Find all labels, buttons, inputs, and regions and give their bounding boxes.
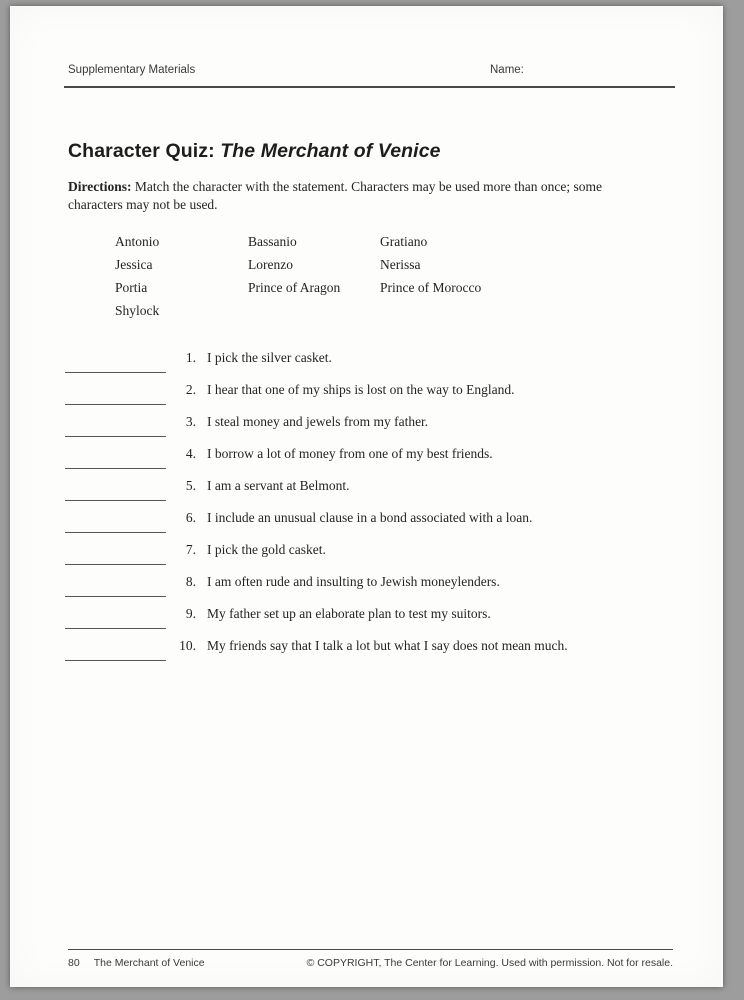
footer-book-title: The Merchant of Venice (93, 957, 205, 969)
title-play-name: The Merchant of Venice (220, 140, 441, 162)
character-column-2 (248, 230, 380, 322)
answer-blank-line (65, 435, 166, 437)
question-number: 8. (185, 574, 196, 589)
character-name: Portia (115, 280, 148, 295)
answer-blank-line (65, 627, 166, 629)
title-prefix: Character Quiz: (68, 140, 221, 162)
character-name: Lorenzo (248, 257, 293, 272)
character-name: Prince of Morocco (380, 280, 482, 295)
question-number: 5. (185, 478, 196, 493)
question-number: 10. (179, 638, 196, 653)
copyright-notice: © COPYRIGHT, The Center for Learning. Used with permission. Not for resale. (306, 957, 673, 969)
question-row (65, 510, 673, 542)
question-row (65, 382, 673, 414)
question-row (65, 638, 673, 670)
question-text: I am often rude and insulting to Jewish moneylenders. (207, 574, 500, 589)
question-row (65, 446, 673, 478)
character-name: Prince of Aragon (248, 280, 341, 295)
question-row (65, 414, 673, 446)
character-name: Jessica (115, 257, 153, 272)
question-number: 6. (185, 510, 196, 525)
question-row (65, 574, 673, 606)
character-name: Antonio (115, 234, 160, 249)
question-text: I am a servant at Belmont. (207, 478, 350, 493)
question-number: 9. (185, 606, 196, 621)
answer-blank-line (65, 659, 166, 661)
character-name: Bassanio (248, 234, 297, 249)
question-text: I include an unusual clause in a bond associated with a loan. (207, 510, 533, 525)
character-bank (115, 230, 481, 322)
character-name: Gratiano (380, 234, 428, 249)
character-column-1 (115, 230, 248, 322)
question-number: 3. (185, 414, 196, 429)
answer-blank-line (65, 467, 166, 469)
answer-blank-line (65, 371, 166, 373)
character-name: Shylock (115, 303, 160, 318)
question-text: I steal money and jewels from my father. (207, 414, 429, 429)
answer-blank-line (65, 531, 166, 533)
question-list (65, 350, 673, 670)
answer-blank-line (65, 499, 166, 501)
name-label: Name: (490, 64, 524, 76)
question-row (65, 542, 673, 574)
question-text: I borrow a lot of money from one of my best friends. (207, 446, 493, 461)
page-number: 80 (68, 957, 80, 969)
question-row (65, 606, 673, 638)
header-section-label: Supplementary Materials (68, 64, 196, 76)
question-row (65, 478, 673, 510)
answer-blank-line (65, 563, 166, 565)
question-number: 7. (185, 542, 196, 557)
question-text: I hear that one of my ships is lost on the way to England. (207, 382, 515, 397)
page-title (68, 140, 441, 163)
character-name: Nerissa (380, 257, 421, 272)
question-number: 4. (185, 446, 196, 461)
directions-label: Directions: (68, 179, 132, 194)
question-number: 1. (185, 350, 196, 365)
page-footer (68, 949, 673, 969)
document-page (10, 6, 723, 987)
question-text: I pick the silver casket. (207, 350, 332, 365)
question-text: My friends say that I talk a lot but what I say does not mean much. (207, 638, 568, 653)
answer-blank-line (65, 403, 166, 405)
header-divider (64, 86, 675, 88)
directions-text: Match the character with the statement. Characters may be used more than once; some characters may not be used. (68, 179, 602, 212)
question-text: My father set up an elaborate plan to test my suitors. (207, 606, 491, 621)
character-column-3 (380, 230, 481, 322)
question-text: I pick the gold casket. (207, 542, 326, 557)
page-content (68, 6, 673, 987)
footer-left (68, 957, 205, 969)
directions (68, 178, 658, 214)
question-row (65, 350, 673, 382)
answer-blank-line (65, 595, 166, 597)
question-number: 2. (185, 382, 196, 397)
